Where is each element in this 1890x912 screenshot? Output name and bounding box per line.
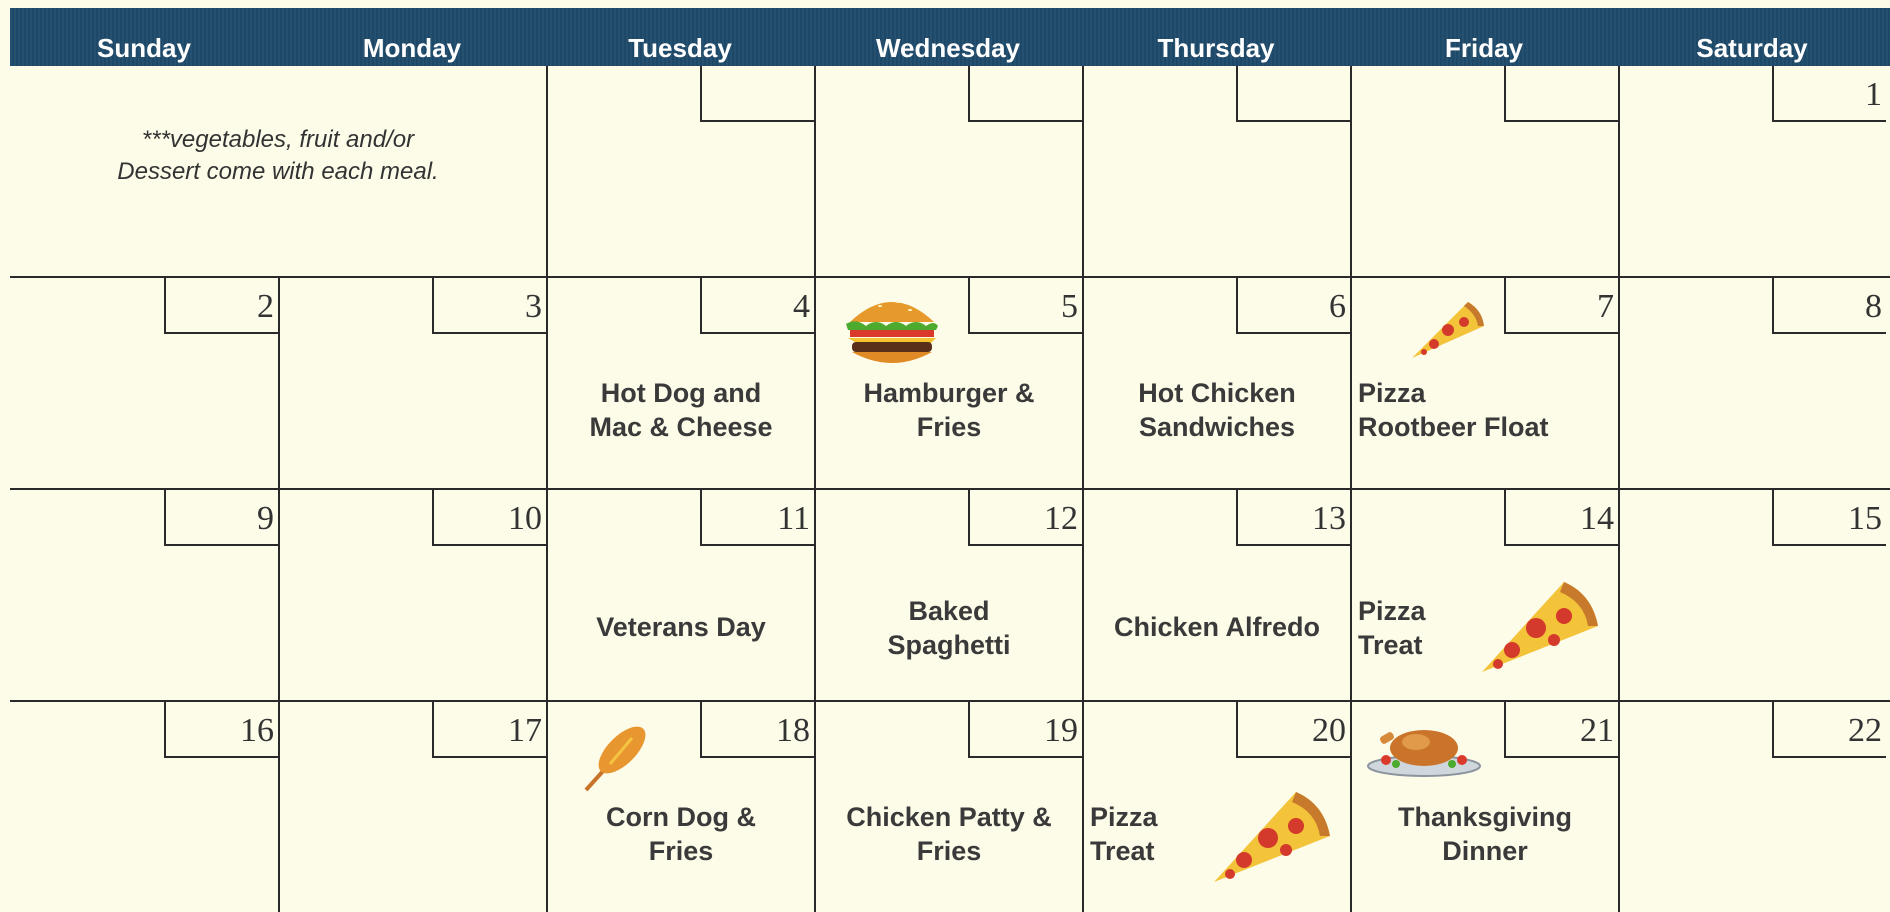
day-cell (278, 490, 546, 700)
meal-text: Pizza Treat (1090, 802, 1158, 866)
meal-text: Chicken Patty & Fries (846, 802, 1052, 866)
meal-text: Corn Dog & Fries (606, 802, 756, 866)
day-cell (814, 66, 1082, 276)
day-cell (1082, 278, 1350, 488)
day-cell (278, 702, 546, 912)
meal-text: Baked Spaghetti (887, 596, 1011, 660)
date-number: 14 (1580, 500, 1614, 537)
day-cell (278, 66, 546, 276)
day-cell (1082, 66, 1350, 276)
day-cell (1618, 490, 1886, 700)
date-number: 20 (1312, 712, 1346, 749)
date-box (1772, 702, 1886, 758)
date-box (164, 702, 278, 758)
weekday-header (10, 8, 1890, 66)
date-number: 1 (1865, 76, 1882, 113)
meal-text: Pizza Rootbeer Float (1358, 378, 1549, 442)
date-number: 15 (1848, 500, 1882, 537)
day-header-wednesday: Wednesday (875, 33, 1020, 63)
pizza-slice-icon (1476, 578, 1602, 676)
day-cell (10, 490, 278, 700)
day-cell (814, 278, 1082, 488)
day-cell (546, 490, 814, 700)
hamburger-icon (842, 288, 942, 372)
meal-note: ***vegetables, fruit and/or Dessert come with each meal. (117, 126, 439, 185)
date-number: 9 (257, 500, 274, 537)
day-cell (546, 702, 814, 912)
week-row (10, 66, 1890, 276)
week-row (10, 276, 1890, 488)
meal-text: Hot Dog and Mac & Cheese (589, 378, 773, 442)
day-cell (10, 702, 278, 912)
date-box (1772, 66, 1886, 122)
date-number: 21 (1580, 712, 1614, 749)
week-row (10, 488, 1890, 700)
day-header-monday: Monday (362, 33, 462, 63)
day-header-friday: Friday (1444, 33, 1524, 63)
date-box (1504, 278, 1618, 334)
date-box (1236, 278, 1350, 334)
week-row (10, 700, 1890, 912)
day-cell (10, 278, 278, 488)
day-cell (1618, 702, 1886, 912)
date-box (1504, 490, 1618, 546)
day-cell (10, 66, 439, 276)
meal-text: Hot Chicken Sandwiches (1138, 378, 1296, 442)
day-header-thursday: Thursday (1157, 33, 1275, 63)
date-number: 13 (1312, 500, 1346, 537)
day-cell (278, 278, 546, 488)
date-number: 2 (257, 288, 274, 325)
date-number: 11 (777, 500, 810, 537)
date-number: 18 (776, 712, 810, 749)
meal-text: Hamburger & Fries (863, 378, 1035, 442)
meal-text: Thanksgiving Dinner (1397, 802, 1573, 866)
pizza-slice-icon (1408, 296, 1488, 360)
date-box (700, 490, 814, 546)
date-box (1504, 702, 1618, 758)
date-number: 17 (508, 712, 542, 749)
date-box (1772, 278, 1886, 334)
date-number: 5 (1061, 288, 1078, 325)
corn-dog-icon (582, 724, 652, 794)
date-box (700, 278, 814, 334)
date-box (968, 278, 1082, 334)
date-number: 8 (1865, 288, 1882, 325)
day-header-tuesday: Tuesday (628, 33, 732, 63)
date-box (432, 490, 546, 546)
date-box (1236, 66, 1350, 122)
meal-text: Veterans Day (596, 612, 766, 642)
day-cell (1350, 66, 1618, 276)
date-box (164, 490, 278, 546)
date-box (1236, 702, 1350, 758)
day-header-saturday: Saturday (1696, 33, 1808, 63)
date-box (1236, 490, 1350, 546)
turkey-icon (1366, 714, 1482, 778)
pizza-slice-icon (1208, 788, 1334, 886)
date-box (700, 702, 814, 758)
date-box (968, 490, 1082, 546)
day-header-sunday: Sunday (97, 33, 191, 63)
day-cell (546, 66, 814, 276)
day-cell (814, 490, 1082, 700)
day-cell (1350, 702, 1618, 912)
date-number: 7 (1597, 288, 1614, 325)
date-number: 10 (508, 500, 542, 537)
date-number: 12 (1044, 500, 1078, 537)
date-number: 22 (1848, 712, 1882, 749)
day-cell (1350, 490, 1618, 700)
calendar (10, 8, 1890, 912)
day-cell (1350, 278, 1618, 488)
date-box (700, 66, 814, 122)
day-cell (814, 702, 1082, 912)
meal-text: Chicken Alfredo (1113, 612, 1321, 642)
date-box (432, 278, 546, 334)
day-cell (1618, 66, 1886, 276)
date-number: 3 (525, 288, 542, 325)
day-cell (1618, 278, 1886, 488)
date-box (968, 66, 1082, 122)
date-box (432, 702, 546, 758)
date-number: 19 (1044, 712, 1078, 749)
date-box (1504, 66, 1618, 122)
date-box (1772, 490, 1886, 546)
date-box (164, 278, 278, 334)
date-number: 4 (793, 288, 810, 325)
date-number: 16 (240, 712, 274, 749)
day-cell (1082, 702, 1350, 912)
meal-text: Pizza Treat (1358, 596, 1426, 660)
day-cell (546, 278, 814, 488)
date-number: 6 (1329, 288, 1346, 325)
day-cell (1082, 490, 1350, 700)
date-box (968, 702, 1082, 758)
